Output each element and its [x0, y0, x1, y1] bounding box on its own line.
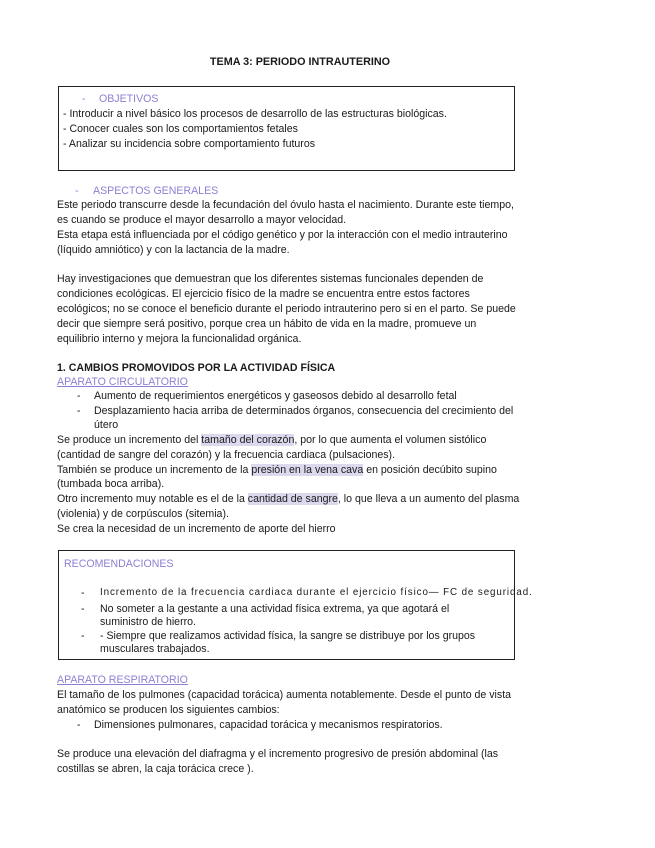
recomendacion-item-cont: suministro de hierro. — [100, 616, 196, 628]
bullet-dash: - — [77, 405, 81, 417]
bullet-dash: - — [81, 630, 85, 642]
paragraph-line: anatómico se producen los siguientes cambios: — [57, 704, 280, 716]
bullet-dash: - — [77, 719, 81, 731]
page-title: TEMA 3: PERIODO INTRAUTERINO — [209, 56, 391, 68]
paragraph-line: decir que siempre será positivo, porque crea un hábito de vida en la madre, promueve un — [57, 318, 477, 330]
objetivo-item: - Analizar su incidencia sobre comportamiento futuros — [63, 138, 316, 150]
paragraph-line: costillas se abren, la caja torácica crece ). — [57, 763, 254, 775]
bullet-item-cont: útero — [94, 419, 119, 431]
paragraph-line — [57, 492, 519, 506]
section-heading: 1. CAMBIOS PROMOVIDOS POR LA ACTIVIDAD FÍSICA — [57, 362, 336, 374]
aspectos-heading: ASPECTOS GENERALES — [93, 185, 219, 197]
paragraph-line: Se crea la necesidad de un incremento de aporte del hierro — [57, 523, 336, 535]
objetivo-item: - Introducir a nivel básico los procesos de desarrollo de las estructuras biológicas. — [63, 108, 447, 120]
bullet-dash: - — [81, 603, 85, 615]
paragraph-line: Este periodo transcurre desde la fecundación del óvulo hasta el nacimiento. Durante este tiempo, — [57, 199, 514, 211]
respiratorio-heading: APARATO RESPIRATORIO — [57, 674, 188, 686]
objetivos-dash: - — [82, 93, 86, 105]
highlight-vena-cava: presión en la vena cava — [251, 464, 364, 476]
recomendaciones-heading: RECOMENDACIONES — [64, 558, 174, 570]
paragraph-line: El tamaño de los pulmones (capacidad torácica) aumenta notablemente. Desde el punto de vista — [57, 689, 512, 701]
paragraph-line: (cantidad de sangre del corazón) y la frecuencia cardiaca (pulsaciones). — [57, 449, 396, 461]
paragraph-line: Esta etapa está influenciada por el código genético y por la interacción con el medio intrauterino — [57, 229, 508, 241]
recomendacion-item: - Siempre que realizamos actividad física, la sangre se distribuye por los grupos — [100, 630, 476, 642]
paragraph-line — [57, 433, 486, 447]
highlight-cantidad-sangre: cantidad de sangre — [247, 493, 338, 505]
recomendacion-item: No someter a la gestante a una actividad física extrema, ya que agotará el — [100, 603, 450, 615]
recomendacion-item: Incremento de la frecuencia cardiaca durante el ejercicio físico— FC de seguridad. — [100, 587, 533, 598]
highlight-corazon: tamaño del corazón — [201, 434, 295, 446]
bullet-item: Aumento de requerimientos energéticos y gaseosos debido al desarrollo fetal — [94, 390, 457, 402]
bullet-dash: - — [81, 587, 85, 599]
circulatorio-heading: APARATO CIRCULATORIO — [57, 376, 188, 388]
bullet-item: Dimensiones pulmonares, capacidad torácica y mecanismos respiratorios. — [94, 719, 443, 731]
paragraph-line: Hay investigaciones que demuestran que los diferentes sistemas funcionales dependen de — [57, 273, 484, 285]
text-run: También se produce un incremento de la — [57, 464, 252, 476]
paragraph-line: Se produce una elevación del diafragma y el incremento progresivo de presión abdominal (las — [57, 748, 499, 760]
paragraph-line — [57, 463, 497, 477]
text-run: , lo que lleva a un aumento del plasma — [337, 493, 520, 505]
bullet-dash: - — [77, 390, 81, 402]
objetivo-item: - Conocer cuales son los comportamientos fetales — [63, 123, 298, 135]
text-run: , por lo que aumenta el volumen sistólico — [294, 434, 487, 446]
paragraph-line: (tumbada boca arriba). — [57, 478, 165, 490]
paragraph-line: condiciones ecológicas. El ejercicio físico de la madre se encuentra entre estos factores — [57, 288, 470, 300]
aspectos-dash: - — [75, 185, 79, 197]
objetivos-heading: OBJETIVOS — [99, 93, 159, 105]
text-run: Otro incremento muy notable es el de la — [57, 493, 248, 505]
paragraph-line: (violenia) y de corpúsculos (sitemia). — [57, 508, 229, 520]
text-run: en posición decúbito supino — [363, 464, 497, 476]
text-run: Se produce un incremento del — [57, 434, 202, 446]
paragraph-line: ecológicos; no se conoce el beneficio durante el periodo intrauterino pero si en el parto. Se puede — [57, 303, 516, 315]
paragraph-line: equilibrio interno y mejora la funcionalidad orgánica. — [57, 333, 302, 345]
recomendacion-item-cont: musculares trabajados. — [100, 643, 210, 655]
bullet-item: Desplazamiento hacia arriba de determinados órganos, consecuencia del crecimiento del — [94, 405, 514, 417]
paragraph-line: (líquido amniótico) y con la lactancia de la madre. — [57, 244, 290, 256]
paragraph-line: es cuando se produce el mayor desarrollo a mayor velocidad. — [57, 214, 347, 226]
